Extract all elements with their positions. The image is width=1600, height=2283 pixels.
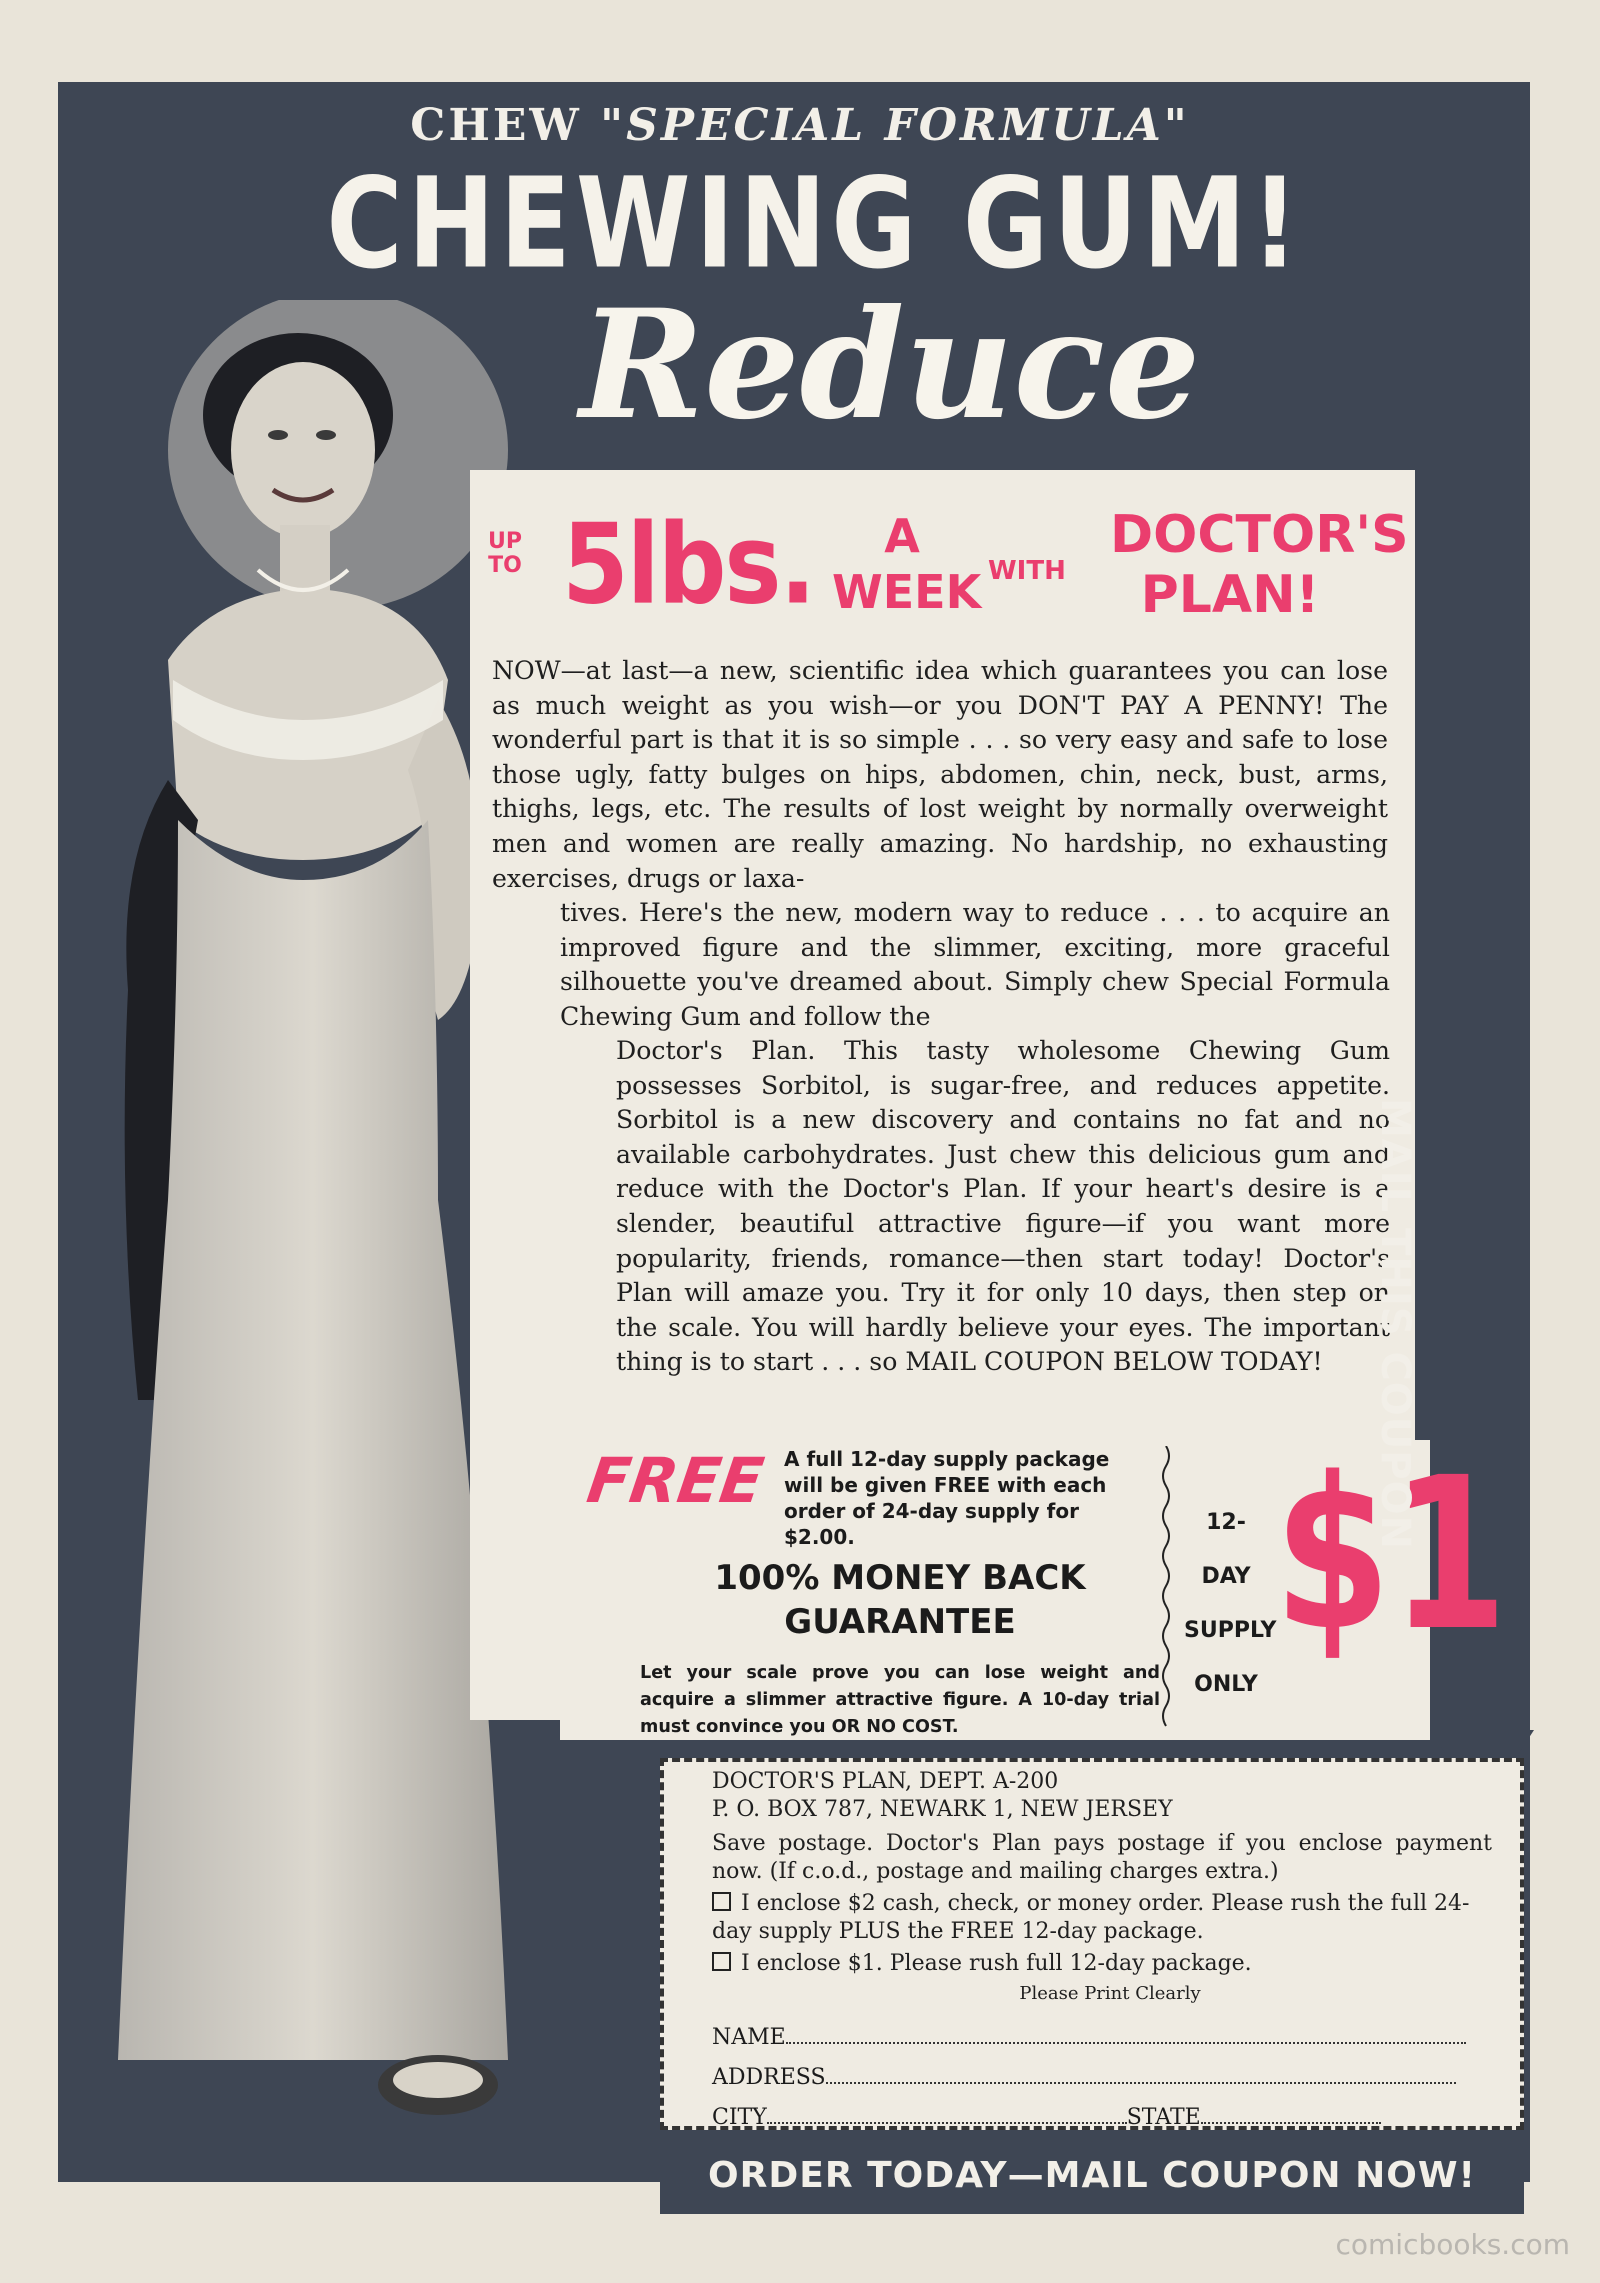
coupon-option-1-dollar: I enclose $1. Please rush full 12-day package.: [712, 1950, 1492, 1978]
free-offer-text: A full 12-day supply package will be given FREE with each order of 24-day supply for $2.00.: [784, 1447, 1110, 1549]
tagline-5lbs: 5lbs.: [562, 500, 815, 629]
supply-label: 12- DAY SUPPLY ONLY: [1184, 1510, 1277, 1697]
money-back-guarantee: 100% MONEY BACK GUARANTEE: [714, 1558, 1086, 1642]
price-one-dollar: $1: [1274, 1432, 1508, 1677]
order-today-banner: ORDER TODAY—MAIL COUPON NOW!: [660, 2138, 1524, 2214]
tagline-up-to: UP TO: [488, 529, 522, 578]
city-line[interactable]: [767, 2102, 1127, 2124]
coupon-postage-note: Save postage. Doctor's Plan pays postage if you enclose payment now. (If c.o.d., postage and mailing charges extra.): [712, 1831, 1492, 1884]
tagline-doctors-plan: DOCTOR'S PLAN!: [1110, 505, 1409, 625]
wavy-divider: [1160, 1446, 1172, 1736]
coupon-print-clearly: Please Print Clearly: [1019, 1983, 1201, 2004]
body-paragraph-3: Doctor's Plan. This tasty wholesome Chewing Gum possesses Sorbitol, is sugar-free, and reduces appetite. Sorbitol is a new discovery and contains no fat and no available carbohydrates. Just chew this delicious gum and reduce with the Doctor's Plan. If your heart's desire is a slender, beautiful attractive figure—if you want more popularity, friends, romance—then start today! Doctor's Plan will amaze you. Try it for only 10 days, then step on the scale. You will hardly believe your eyes. The important thing is to start . . . so MAIL COUPON BELOW TODAY!: [616, 1036, 1390, 1377]
address-line[interactable]: [826, 2062, 1456, 2084]
mail-this-coupon-label: MAIL THIS COUPON: [1372, 1098, 1418, 1551]
name-field[interactable]: NAME: [712, 2022, 1466, 2050]
free-label: FREE: [582, 1444, 768, 1517]
coupon-option-2-dollar: I enclose $2 cash, check, or money order. Please rush the full 24-day supply PLUS the FREE 12-day package.: [712, 1891, 1470, 1944]
coupon-address-line-2: P. O. BOX 787, NEWARK 1, NEW JERSEY: [712, 1797, 1173, 1822]
watermark: comicbooks.com: [1335, 2228, 1570, 2261]
checkbox-1-dollar[interactable]: [712, 1952, 731, 1971]
address-field[interactable]: ADDRESS: [712, 2062, 1456, 2090]
city-state-field[interactable]: CITY STATE: [712, 2102, 1381, 2130]
checkbox-2-dollar[interactable]: [712, 1892, 731, 1911]
state-line[interactable]: [1201, 2102, 1381, 2124]
body-paragraph-2: tives. Here's the new, modern way to reduce . . . to acquire an improved figure and the slimmer, exciting, more graceful silhouette you've dreamed about. Simply chew Special Formula Chewing Gum and follow the: [560, 898, 1390, 1031]
coupon-address-line-1: DOCTOR'S PLAN, DEPT. A-200: [712, 1769, 1059, 1794]
headline-chew-special-formula: CHEW "SPECIAL FORMULA": [410, 100, 1190, 151]
tagline-a-week: A WEEK: [832, 509, 982, 619]
headline-reduce: Reduce: [579, 277, 1201, 453]
name-line[interactable]: [786, 2022, 1466, 2044]
body-paragraph-1: NOW—at last—a new, scientific idea which guarantees you can lose as much weight as you wish—or you DON'T PAY A PENNY! The wonderful part is that it is so simple . . . so very easy and safe to lose those ugly, fatty bulges on hips, abdomen, chin, neck, bust, arms, thighs, legs, etc. The results of lost weight by normally overweight men and women are really amazing. No hardship, no exhausting exercises, drugs or laxa-: [492, 656, 1388, 893]
headline-chewing-gum: CHEWING GUM!: [326, 150, 1304, 297]
tagline-with: WITH: [988, 556, 1066, 586]
guarantee-details: Let your scale prove you can lose weight and acquire a slimmer attractive figure. A 10-day trial must convince you OR NO COST.: [640, 1663, 1160, 1737]
